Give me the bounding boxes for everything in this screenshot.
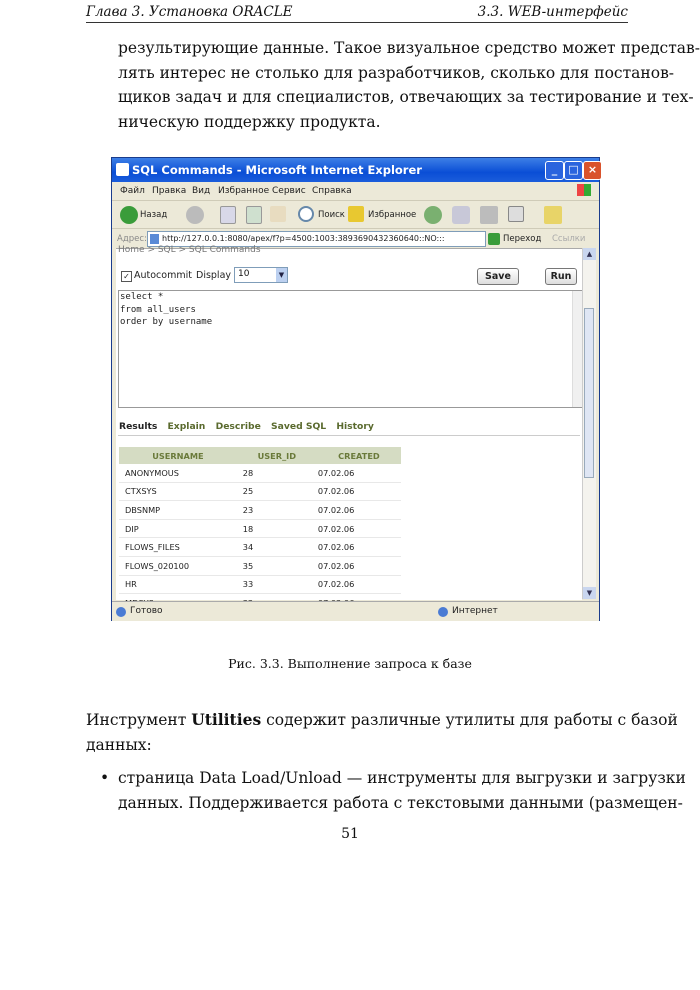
cell-username: FLOWS_020100 (119, 556, 237, 575)
text-line: ническую поддержку продукта. (118, 112, 381, 131)
autocommit-checkbox[interactable] (121, 270, 192, 282)
refresh-icon[interactable] (246, 206, 262, 224)
status-bar (112, 601, 599, 621)
display-value: 10 (238, 269, 250, 279)
sql-editor[interactable] (118, 290, 584, 408)
tab-explain[interactable]: Explain (167, 421, 206, 432)
browser-window (111, 157, 600, 621)
menu-file[interactable]: Файл (120, 186, 145, 196)
column-header[interactable]: USERNAME (119, 447, 237, 464)
paragraph-utilities (86, 708, 678, 757)
bullet-dot: • (100, 769, 110, 787)
sql-line: from all_users (120, 304, 196, 315)
text-line: данных. Поддерживается работа с текстовыми данными (размещен- (118, 793, 683, 812)
cell-created: 07.02.06 (317, 556, 401, 575)
column-header[interactable]: USER_ID (237, 447, 317, 464)
cell-user-id: 25 (237, 482, 317, 501)
scroll-down-icon[interactable]: ▼ (583, 587, 596, 599)
cell-user-id: 18 (237, 519, 317, 538)
cell-username: FLOWS_FILES (119, 538, 237, 557)
cell-user-id: 34 (237, 538, 317, 557)
save-button[interactable]: Save (477, 268, 519, 285)
print-icon[interactable] (480, 206, 498, 224)
bullet-text (118, 766, 686, 815)
text-prefix: Инструмент (86, 711, 192, 729)
cell-user-id: 23 (237, 501, 317, 520)
autocommit-label: Autocommit (134, 270, 192, 281)
text-suffix: содержит различные утилиты для работы с базой (261, 711, 678, 729)
text-line: данных: (86, 735, 152, 754)
favorites-button-label[interactable]: Избранное (368, 210, 417, 220)
display-select[interactable] (234, 267, 288, 283)
page-scrollbar[interactable] (582, 248, 596, 599)
cell-created: 07.02.06 (317, 501, 401, 520)
go-button-label[interactable]: Переход (503, 234, 542, 244)
page-content (116, 245, 582, 600)
cell-user-id: 28 (237, 464, 317, 482)
table-row (119, 575, 401, 594)
results-tabs (119, 421, 381, 432)
table-row (119, 538, 401, 557)
running-head (86, 2, 628, 22)
sql-code (120, 291, 212, 329)
ie-icon (116, 163, 129, 176)
tab-history[interactable]: History (336, 421, 374, 432)
cell-username: CTXSYS (119, 482, 237, 501)
table-header-row (119, 447, 401, 464)
chevron-down-icon[interactable]: ▼ (276, 268, 287, 282)
run-button[interactable]: Run (545, 268, 577, 285)
text-line: щиков задач и для специалистов, отвечающих за тестирование и тех- (118, 88, 694, 107)
back-button-label[interactable]: Назад (140, 210, 168, 220)
checkmark-icon: ✓ (121, 271, 132, 282)
menu-tools[interactable]: Сервис (272, 186, 306, 196)
history-icon[interactable] (424, 206, 442, 224)
cell-user-id: 33 (237, 575, 317, 594)
text-line (86, 708, 678, 733)
menu-help[interactable]: Справка (312, 186, 352, 196)
scrollbar-thumb[interactable] (584, 308, 594, 478)
messenger-icon[interactable] (544, 206, 562, 224)
close-button[interactable]: × (583, 161, 602, 180)
favorites-star-icon[interactable] (348, 206, 364, 222)
table-row (119, 519, 401, 538)
status-text: Готово (130, 606, 163, 616)
menu-view[interactable]: Вид (192, 186, 211, 196)
tab-divider (118, 435, 580, 436)
toolbar (112, 200, 599, 229)
page-number: 51 (341, 826, 359, 842)
cell-username: ANONYMOUS (119, 464, 237, 482)
forward-arrow-icon[interactable] (186, 206, 204, 224)
stop-icon[interactable] (220, 206, 236, 224)
window-title: SQL Commands - Microsoft Internet Explorer (132, 163, 422, 177)
results-table (119, 447, 401, 613)
home-icon[interactable] (270, 206, 286, 222)
windows-flag-icon (577, 184, 591, 196)
display-label: Display (196, 270, 232, 281)
title-bar (112, 158, 599, 182)
cell-created: 07.02.06 (317, 464, 401, 482)
address-label: Адрес: (117, 234, 147, 244)
search-icon[interactable] (298, 206, 314, 222)
tab-results[interactable]: Results (119, 421, 158, 432)
column-header[interactable]: CREATED (317, 447, 401, 464)
internet-zone-icon (438, 607, 448, 617)
cell-created: 07.02.06 (317, 575, 401, 594)
table-row (119, 501, 401, 520)
tab-describe[interactable]: Describe (215, 421, 261, 432)
text-line: страница Data Load/Unload — инструменты для выгрузки и загрузки (118, 769, 686, 787)
go-arrow-icon[interactable] (488, 233, 500, 245)
cell-created: 07.02.06 (317, 538, 401, 557)
scroll-up-icon[interactable]: ▲ (583, 248, 596, 260)
sql-line: order by username (120, 317, 213, 327)
paragraph-intro (118, 36, 700, 134)
utilities-term: Utilities (191, 710, 262, 729)
cell-username: DIP (119, 519, 237, 538)
table-row (119, 464, 401, 482)
figure-caption: Рис. 3.3. Выполнение запроса к базе (228, 656, 472, 671)
header-rule (86, 22, 628, 23)
cell-created: 07.02.06 (317, 482, 401, 501)
page-status-icon (116, 607, 126, 617)
section-title: 3.3. WEB-интерфейс (477, 4, 628, 20)
chapter-title: Глава 3. Установка ORACLE (86, 4, 293, 20)
sql-line: select * (120, 292, 164, 302)
cell-created: 07.02.06 (317, 519, 401, 538)
links-label[interactable]: Ссылки (552, 234, 586, 244)
mail-icon[interactable] (452, 206, 470, 224)
maximize-button[interactable]: □ (564, 161, 583, 180)
zone-text: Интернет (452, 606, 498, 616)
text-line: лять интерес не столько для разработчиков, сколько для постанов- (118, 63, 675, 82)
menu-bar (112, 182, 599, 200)
menu-edit[interactable]: Правка (152, 186, 187, 196)
table-row (119, 482, 401, 501)
cell-username: DBSNMP (119, 501, 237, 520)
url-text: http://127.0.0.1:8080/apex/f?p=4500:1003:3893690432360640::NO::: (162, 234, 445, 243)
table-row (119, 556, 401, 575)
tab-saved-sql[interactable]: Saved SQL (271, 421, 327, 432)
breadcrumb[interactable]: Home > SQL > SQL Commands (118, 245, 261, 255)
page-icon (150, 234, 159, 244)
menu-favorites[interactable]: Избранное (218, 186, 270, 196)
text-line: результирующие данные. Такое визуальное средство может представ- (118, 39, 700, 57)
minimize-button[interactable]: _ (545, 161, 564, 180)
edit-icon[interactable] (508, 206, 524, 222)
search-button-label[interactable]: Поиск (318, 210, 345, 220)
cell-username: HR (119, 575, 237, 594)
back-arrow-icon[interactable] (120, 206, 138, 224)
cell-user-id: 35 (237, 556, 317, 575)
